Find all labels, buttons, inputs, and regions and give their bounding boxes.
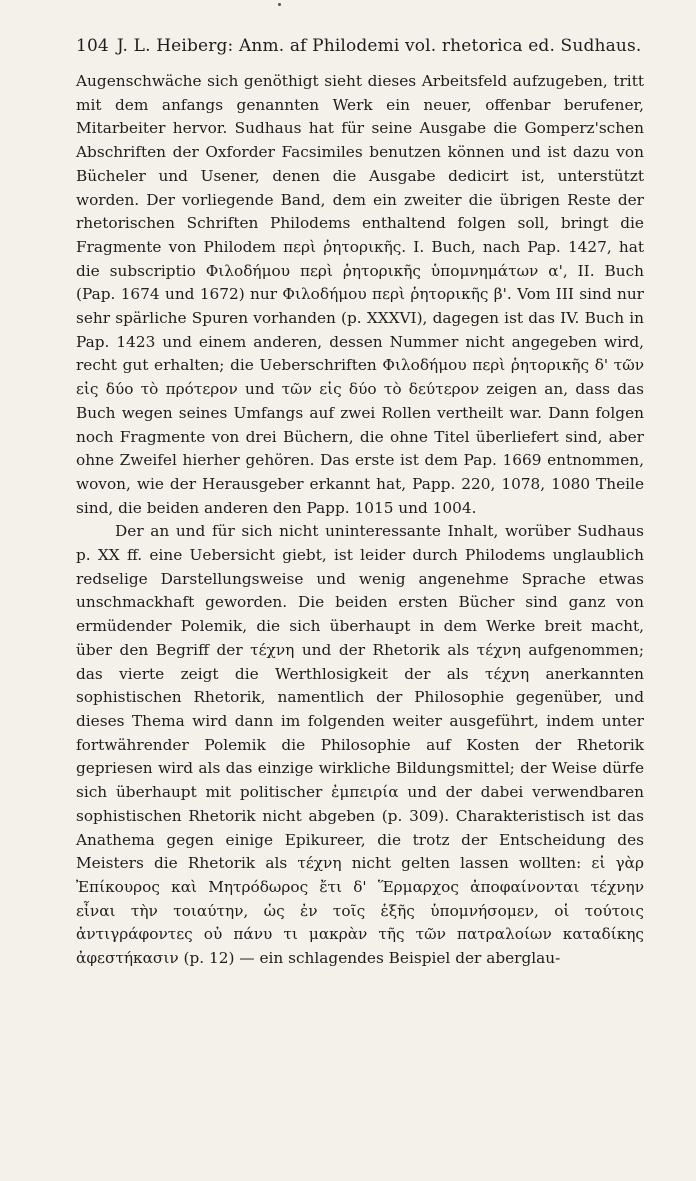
scan-speck <box>278 3 281 6</box>
paragraph-2: Der an und für sich nicht uninteressante Inhalt, worüber Sudhaus p. XX ff. eine Uebersicht giebt, ist leider durch Philodems unglaublich redselige Darstellungsweise und wenig angenehme Sprache etwas unschmackhaft geworden. Die beiden ersten Bücher sind ganz von ermüdender Polemik, die sich überhaupt in dem Werke breit macht, über den Begriff der τέχνη und der Rhetorik als τέχνη aufgenommen; das vierte zeigt die Werthlosigkeit der als τέχνη anerkannten sophistischen Rhetorik, namentlich der Philosophie gegenüber, und dieses Thema wird dann im folgenden weiter ausgeführt, indem unter fortwährender Polemik die Philosophie auf Kosten der Rhetorik gepriesen wird als das einzige wirkliche Bildungsmittel; der Weise dürfe sich überhaupt mit politischer ἐμπειρία und der dabei verwendbaren sophistischen Rhetorik nicht abgeben (p. 309). Charakteristisch ist das Anathema gegen einige Epikureer, die trotz der Entscheidung des Meisters die Rhetorik als τέχνη nicht gelten lassen wollten: εἰ γὰρ Ἐπίκουρος καὶ Μητρόδωρος ἔτι δ' Ἕρμαρχος ἀποφαίνονται τέχνην εἶναι τὴν τοιαύτην, ὡς ἐν τοῖς ἑξῆς ὑπομνήσομεν, οἱ τούτοις ἀντιγράφοντες οὐ πάνυ τι μακρὰν τῆς τῶν πατραλοίων καταδίκης ἀφεστήκασιν (p. 12) — ein schlagendes Beispiel der aberglau- <box>76 522 644 968</box>
body-text <box>76 70 644 971</box>
running-header <box>76 36 644 56</box>
running-title: J. L. Heiberg: Anm. af Philodemi vol. rhetorica ed. Sudhaus. <box>116 36 642 56</box>
paragraph-1: Augenschwäche sich genöthigt sieht dieses Arbeitsfeld aufzugeben, tritt mit dem anfangs genannten Werk ein neuer, offenbar berufener, Mitarbeiter hervor. Sudhaus hat für seine Ausgabe die Gomperz'schen Abschriften der Oxforder Facsimiles benutzen können und ist dazu von Bücheler und Usener, denen die Ausgabe dedicirt ist, unterstützt worden. Der vorliegende Band, dem ein zweiter die übrigen Reste der rhetorischen Schriften Philodems enthaltend folgen soll, bringt die Fragmente von Philodem περὶ ῥητορικῆς. I. Buch, nach Pap. 1427, hat die subscriptio Φιλοδήμου περὶ ῥητορικῆς ὑπομνημάτων α', II. Buch (Pap. 1674 und 1672) nur Φιλοδήμου περὶ ῥητορικῆς β'. Vom III sind nur sehr spärliche Spuren vorhanden (p. XXXVI), dagegen ist das IV. Buch in Pap. 1423 und einem anderen, dessen Nummer nicht angegeben wird, recht gut erhalten; die Ueberschriften Φιλοδήμου περὶ ῥητορικῆς δ' τῶν εἰς δύο τὸ πρότερον und τῶν εἰς δύο τὸ δεύτερον zeigen an, dass das Buch wegen seines Umfangs auf zwei Rollen vertheilt war. Dann folgen noch Fragmente von drei Büchern, die ohne Titel überliefert sind, aber ohne Zweifel hierher gehören. Das erste ist dem Pap. 1669 entnommen, wovon, wie der Herausgeber erkannt hat, Papp. 220, 1078, 1080 Theile sind, die beiden anderen den Papp. 1015 und 1004. <box>76 72 644 517</box>
page-number: 104 <box>76 36 109 56</box>
